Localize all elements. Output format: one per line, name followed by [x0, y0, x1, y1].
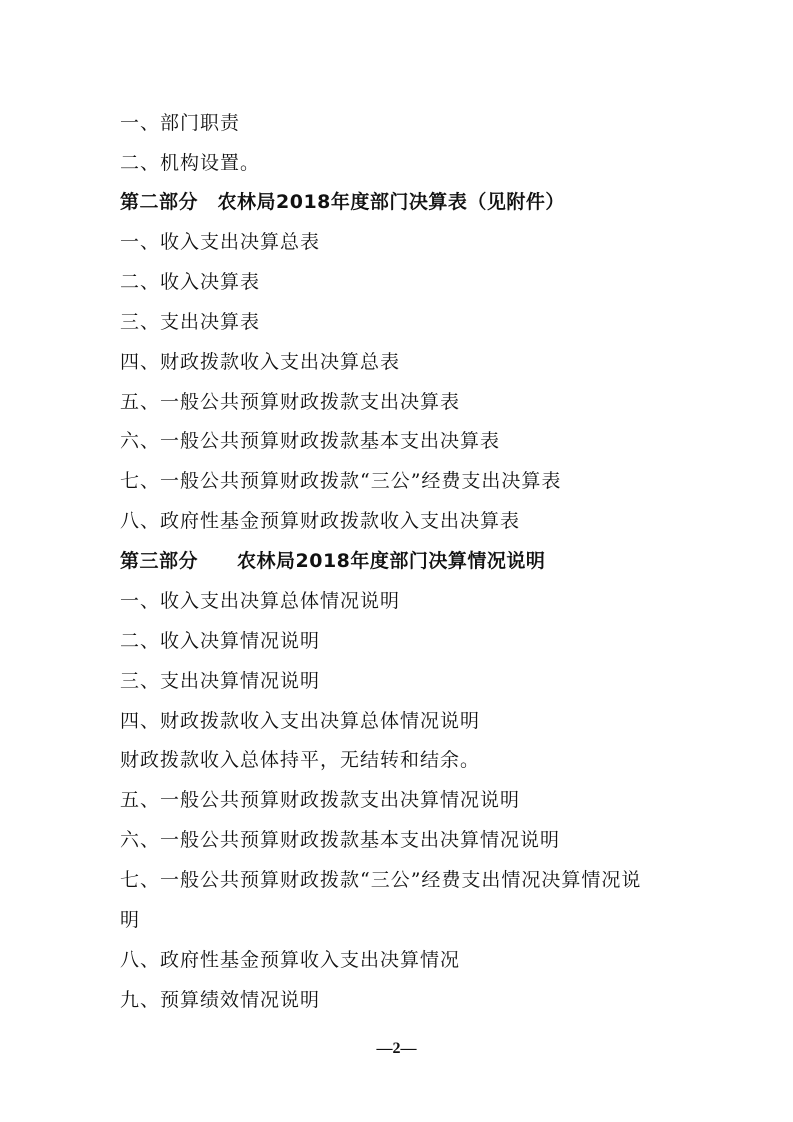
list-item: 四、财政拨款收入支出决算总体情况说明 [120, 710, 481, 732]
section-item-dept-duties: 一、部门职责 [120, 112, 241, 134]
list-item: 一、收入支出决算总体情况说明 [120, 590, 401, 612]
list-item-continuation: 明 [120, 909, 141, 931]
list-item: 四、财政拨款收入支出决算总表 [120, 351, 401, 373]
list-item: 八、政府性基金预算收入支出决算情况 [120, 949, 461, 971]
part-two-heading: 第二部分 农林局2018年度部门决算表（见附件） [120, 191, 565, 213]
list-item: 五、一般公共预算财政拨款支出决算表 [120, 391, 461, 413]
list-item: 七、一般公共预算财政拨款“三公”经费支出情况决算情况说 [120, 869, 642, 891]
list-item: 九、预算绩效情况说明 [120, 989, 321, 1011]
list-item: 六、一般公共预算财政拨款基本支出决算情况说明 [120, 829, 561, 851]
list-item: 一、收入支出决算总表 [120, 231, 321, 253]
list-item: 六、一般公共预算财政拨款基本支出决算表 [120, 430, 501, 452]
page-number: —2— [376, 1040, 417, 1057]
body-text: 财政拨款收入总体持平，无结转和结余。 [120, 749, 481, 771]
list-item: 七、一般公共预算财政拨款“三公”经费支出决算表 [120, 470, 562, 492]
list-item: 八、政府性基金预算财政拨款收入支出决算表 [120, 510, 521, 532]
list-item: 二、收入决算情况说明 [120, 630, 321, 652]
list-item: 五、一般公共预算财政拨款支出决算情况说明 [120, 789, 521, 811]
list-item: 三、支出决算情况说明 [120, 670, 321, 692]
section-item-org-setup: 二、机构设置。 [120, 152, 261, 174]
list-item: 三、支出决算表 [120, 311, 261, 333]
list-item: 二、收入决算表 [120, 271, 261, 293]
part-three-heading: 第三部分 农林局2018年度部门决算情况说明 [120, 550, 546, 572]
